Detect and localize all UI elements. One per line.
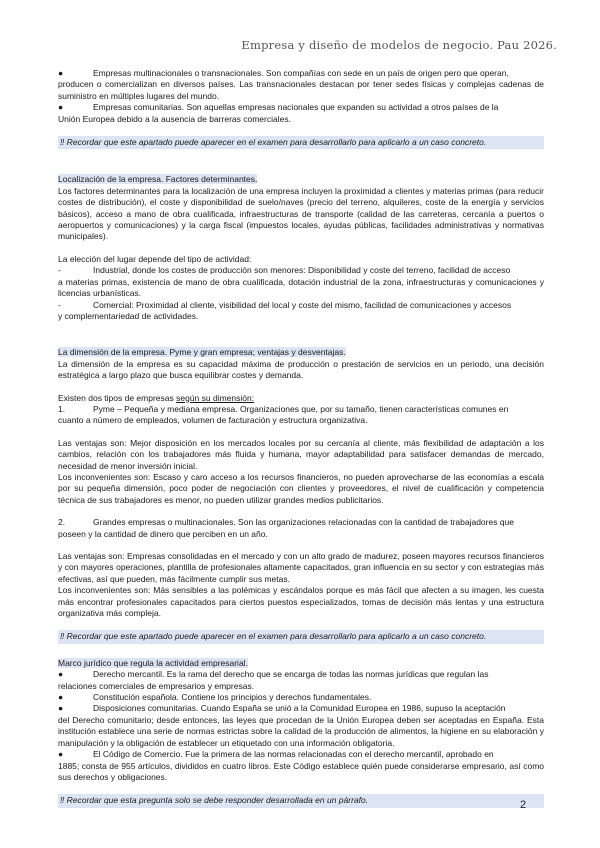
bullet-marker: ● <box>58 669 64 680</box>
underlined-text: según su dimensión: <box>176 392 255 403</box>
page-header-title: Empresa y diseño de modelos de negocio. Pau 2026. <box>241 38 557 52</box>
document-body <box>58 68 544 808</box>
paragraph: La dimensión de la empresa es su capacidad máxima de producción o prestación de servicios en un periodo, una decisión estratégica a largo plazo que busca equilibrar costes y demanda. <box>58 358 544 381</box>
list-item-text: Empresas multinacionales o transnacionales. Son compañías con sede en un país de origen pero que operan, <box>93 68 509 78</box>
exam-note: ‼ Recordar que esta pregunta solo se debe responder desarrollada en un párrafo. <box>58 794 544 807</box>
list-item-continuation: Unión Europea debido a la ausencia de barreras comerciales. <box>58 113 291 124</box>
list-item <box>58 749 544 760</box>
bullet-marker: ● <box>58 703 64 714</box>
list-item-continuation: poseen y la cantidad de dinero que perciben en un año. <box>58 528 268 539</box>
list-item-text: Derecho mercantil. Es la rama del derecho que se encarga de todas las normas jurídicas que regulan las <box>93 669 489 680</box>
list-item-text: Disposiciones comunitarias. Cuando España se unió a la Comunidad Europea en 1986, supuso la aceptación <box>93 703 506 714</box>
number-marker: 1. <box>58 403 66 414</box>
paragraph: Los factores determinantes para la localización de una empresa incluyen la proximidad a clientes y materias primas (para reducir costes de distribución), el coste y disponibilidad de suelo/naves (precio del terreno, alquileres, coste de la energía y servicios básicos), acceso a mano de obra cualificada, infraestructuras de transporte (calidad de las carreteras, cercanía a puertos o aeropuertos y comunicaciones) y la carga fiscal (impuestos locales, ayudas públicas, facilidades administrativas y normativas municipales). <box>58 185 544 242</box>
list-item-text: Industrial, donde los costes de producción son menores: Disponibilidad y coste del terreno, facilidad de acceso <box>93 265 511 276</box>
list-item-continuation: a materias primas, existencia de mano de obra cualificada, dotación industrial de la zona, infraestructuras y comunicaciones y licencias urbanísticas. <box>58 276 544 299</box>
list-item-text: Pyme – Pequeña y mediana empresa. Organizaciones que, por su tamaño, tienen características comunes en <box>93 403 509 414</box>
bullet-marker: ● <box>58 692 64 703</box>
list-item-continuation: cuanto a número de empleados, volumen de facturación y estructura organizativa. <box>58 415 368 426</box>
section-heading: Marco jurídico que regula la actividad empresarial. <box>58 657 248 668</box>
dash-marker: - <box>58 265 61 276</box>
section-heading: Localización de la empresa. Factores determinantes. <box>58 174 258 185</box>
exam-note: ‼ Recordar que este apartado puede aparecer en el examen para desarrollarlo para aplicarlo a un caso concreto. <box>58 630 544 643</box>
list-item <box>58 404 544 415</box>
paragraph: Las ventajas son: Empresas consolidadas en el mercado y con un alto grado de madurez, poseen mayores recursos financieros y con mayores operaciones, plantilla de profesionales altamente capacitados, gran influencia en su sector y con estrategias más efectivas, así que pueden, más fácilmente cumplir sus metas. <box>58 551 544 584</box>
list-item-continuation: 1885; consta de 955 artículos, divididos en cuatro libros. Este Código establece quién puede considerarse empresario, así como sus derechos y obligaciones. <box>58 760 544 782</box>
bullet-marker: ● <box>58 68 64 78</box>
list-item <box>58 102 544 113</box>
exam-note: ‼ Recordar que este apartado puede aparecer en el examen para desarrollarlo para aplicarlo a un caso concreto. <box>58 136 544 149</box>
page-number: 2 <box>520 799 527 811</box>
section-heading: La dimensión de la empresa. Pyme y gran empresa; ventajas y desventajas. <box>58 347 346 358</box>
number-marker: 2. <box>58 517 66 528</box>
list-item-text: Grandes empresas o multinacionales. Son las organizaciones relacionadas con la cantidad de trabajadores que <box>93 517 515 528</box>
paragraph <box>58 393 544 404</box>
list-item-continuation: producen o comercializan en diversos países. Las transnacionales destacan por tener sedes físicas y complejas cadenas de suministro en múltiples lugares del mundo. <box>58 79 544 101</box>
paragraph-text: Existen dos tipos de empresas <box>58 392 177 403</box>
paragraph: La elección del lugar depende del tipo de actividad: <box>58 253 252 264</box>
list-item <box>58 703 544 714</box>
list-item-text: El Código de Comercio. Fue la primera de las normas relacionadas con el derecho mercantil, aprobado en <box>93 749 494 760</box>
bullet-marker: ● <box>58 102 64 113</box>
list-item <box>58 517 544 528</box>
dash-marker: - <box>58 299 61 310</box>
paragraph: Las ventajas son: Mejor disposición en los mercados locales por su cercanía al cliente, más flexibilidad de adaptación a los cambios, relación con los trabajadores más fluida y humana, mayor adaptabilidad para satisfacer demandas de mercado, necesidad de menor inversión inicial. <box>58 437 544 471</box>
bullet-marker: ● <box>58 749 64 760</box>
list-item <box>58 300 544 311</box>
list-item-text: Constitución española. Contiene los principios y derechos fundamentales. <box>93 692 372 703</box>
list-item <box>58 669 544 680</box>
paragraph: Los inconvenientes son: Más sensibles a las polémicas y escándalos porque es más fácil que afecten a su imagen, les cuesta más encontrar profesionales capacitados para ciertos puestos especializados, tomas de decisión más lentas y una estructura organizativa más compleja. <box>58 585 544 619</box>
list-item-continuation: relaciones comerciales de empresarios y empresas. <box>58 680 255 691</box>
paragraph: Los inconvenientes son: Escaso y caro acceso a los recursos financieros, no pueden aprovecharse de las economías a escala por su pequeña dimensión, poco poder de negociación con clientes y proveedores, el nivel de cualificación y competencia técnica de sus trabajadores es menor, no pueden utilizar grandes medios publicitarios. <box>58 471 544 505</box>
list-item <box>58 265 544 276</box>
list-item-text: Empresas comunitarias. Son aquellas empresas nacionales que expanden su actividad a otros países de la <box>93 102 499 113</box>
list-item-continuation: y complementariedad de actividades. <box>58 310 199 321</box>
list-item <box>58 68 544 79</box>
list-item <box>58 692 544 703</box>
list-item-text: Comercial: Proximidad al cliente, visibilidad del local y coste del mismo, facilidad de comunicaciones y accesos <box>93 299 512 310</box>
list-item-continuation: del Derecho comunitario; desde entonces, las leyes que procedan de la Unión Europea deben ser aceptadas en España. Esta institución establece una serie de normas estrictas sobre la calidad de la producción de alimentos, la higiene en su elaboración y manipulación y la obligación de establecer un etiquetado con una información obligatoria. <box>58 714 544 748</box>
